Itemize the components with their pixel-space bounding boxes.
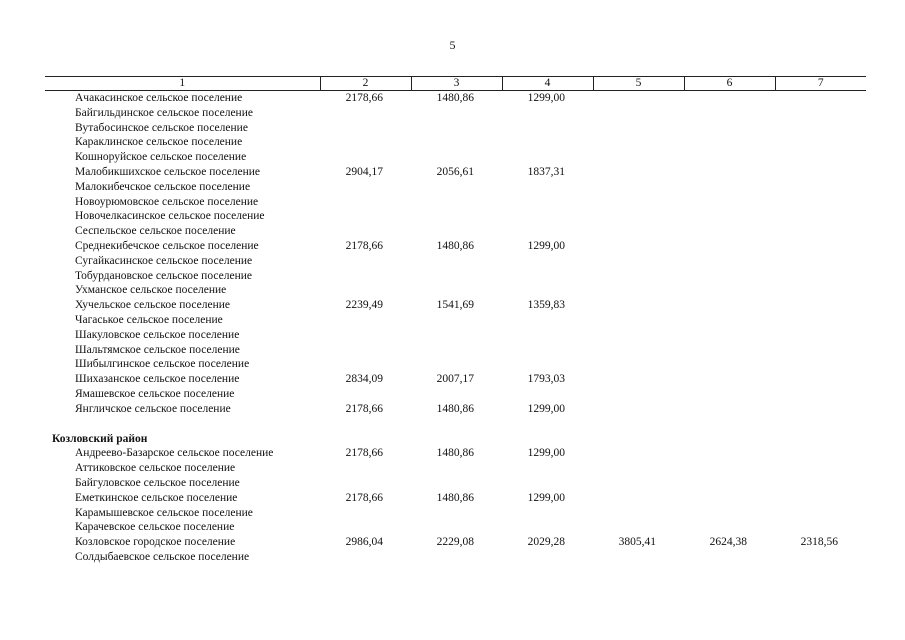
value-cell: 1359,83 <box>527 299 565 312</box>
column-header: 7 <box>775 77 866 91</box>
value-cell <box>411 121 502 136</box>
value-cell <box>775 239 866 254</box>
value-cell <box>502 387 593 402</box>
settlement-name: Шибылгинское сельское поселение <box>75 358 250 371</box>
value-cell <box>411 135 502 150</box>
value-cell <box>593 195 684 210</box>
value-cell <box>684 150 775 165</box>
value-cell <box>411 195 502 210</box>
value-cell <box>320 209 411 224</box>
value-cell <box>775 209 866 224</box>
value-cell <box>684 402 775 417</box>
value-cell <box>502 121 593 136</box>
value-cell <box>684 165 775 180</box>
value-cell <box>411 254 502 269</box>
table-row <box>45 91 866 106</box>
settlement-name: Солдыбаевское сельское поселение <box>75 550 250 563</box>
value-cell: 1541,69 <box>436 299 474 312</box>
settlement-name: Кошноруйское сельское поселение <box>75 151 247 164</box>
value-cell <box>502 195 593 210</box>
settlement-name: Аттиковское сельское поселение <box>75 462 236 475</box>
value-cell <box>411 209 502 224</box>
value-cell <box>593 269 684 284</box>
table-row <box>45 180 866 195</box>
settlement-name: Хучельское сельское поселение <box>75 299 230 312</box>
value-cell <box>320 269 411 284</box>
value-cell <box>775 298 866 313</box>
value-cell <box>411 180 502 195</box>
table-row <box>45 135 866 150</box>
value-cell <box>593 328 684 343</box>
value-cell <box>320 135 411 150</box>
value-cell: 1480,86 <box>436 92 474 104</box>
value-cell <box>320 357 411 372</box>
page-number: 5 <box>449 38 456 52</box>
value-cell <box>593 491 684 506</box>
value-cell <box>684 446 775 461</box>
table-header-row <box>45 77 866 91</box>
settlement-name: Ачакасинское сельское поселение <box>75 92 243 104</box>
value-cell <box>684 357 775 372</box>
settlement-name: Еметкинское сельское поселение <box>75 491 238 504</box>
value-cell: 1837,31 <box>527 165 565 178</box>
value-cell <box>775 461 866 476</box>
settlement-name: Шихазанское сельское поселение <box>75 373 240 386</box>
table-row <box>45 209 866 224</box>
table-row <box>45 150 866 165</box>
column-header: 3 <box>411 77 502 91</box>
value-cell <box>775 491 866 506</box>
settlement-name: Янгличское сельское поселение <box>75 402 231 415</box>
value-cell: 2056,61 <box>436 165 474 178</box>
value-cell <box>502 150 593 165</box>
value-cell: 2178,66 <box>345 402 383 415</box>
value-cell <box>502 135 593 150</box>
value-cell: 2178,66 <box>345 447 383 460</box>
value-cell <box>593 402 684 417</box>
value-cell <box>502 520 593 535</box>
value-cell <box>593 476 684 491</box>
value-cell <box>411 328 502 343</box>
value-cell <box>320 121 411 136</box>
value-cell <box>775 121 866 136</box>
settlement-name: Малобикшихское сельское поселение <box>75 165 261 178</box>
value-cell <box>502 283 593 298</box>
value-cell <box>775 180 866 195</box>
value-cell: 1299,00 <box>527 491 565 504</box>
tariff-table <box>45 76 866 565</box>
spacer-cell <box>45 417 866 432</box>
value-cell <box>320 106 411 121</box>
value-cell <box>775 254 866 269</box>
value-cell <box>684 328 775 343</box>
value-cell: 2007,17 <box>436 373 474 386</box>
value-cell <box>684 506 775 521</box>
value-cell <box>502 461 593 476</box>
value-cell <box>775 387 866 402</box>
value-cell: 2986,04 <box>345 536 383 549</box>
settlement-name: Карачевское сельское поселение <box>75 521 235 534</box>
value-cell <box>320 195 411 210</box>
table-body <box>45 91 866 565</box>
settlement-name: Шакуловское сельское поселение <box>75 328 240 341</box>
value-cell <box>502 254 593 269</box>
value-cell <box>502 506 593 521</box>
value-cell <box>320 224 411 239</box>
value-cell: 1299,00 <box>527 239 565 252</box>
settlement-name: Байгуловское сельское поселение <box>75 476 240 489</box>
settlement-name: Малокибечское сельское поселение <box>75 180 251 193</box>
table-row <box>45 446 866 461</box>
value-cell <box>684 476 775 491</box>
value-cell <box>684 313 775 328</box>
value-cell <box>502 550 593 565</box>
table-row <box>45 402 866 417</box>
settlement-name: Караклинское сельское поселение <box>75 136 243 149</box>
value-cell <box>593 387 684 402</box>
district-row <box>45 432 866 447</box>
value-cell <box>684 91 775 106</box>
value-cell <box>411 506 502 521</box>
value-cell <box>502 180 593 195</box>
settlement-name: Тобурдановское сельское поселение <box>75 269 252 282</box>
table-row <box>45 520 866 535</box>
value-cell <box>684 343 775 358</box>
value-cell <box>684 372 775 387</box>
value-cell <box>593 550 684 565</box>
value-cell: 2178,66 <box>345 491 383 504</box>
table-row <box>45 461 866 476</box>
value-cell <box>684 135 775 150</box>
value-cell <box>411 150 502 165</box>
table-row <box>45 313 866 328</box>
value-cell <box>411 520 502 535</box>
column-header: 6 <box>684 77 775 91</box>
value-cell <box>502 209 593 224</box>
value-cell <box>320 313 411 328</box>
value-cell <box>775 506 866 521</box>
value-cell <box>593 135 684 150</box>
value-cell <box>775 195 866 210</box>
column-header: 4 <box>502 77 593 91</box>
table-row <box>45 343 866 358</box>
value-cell: 1299,00 <box>527 402 565 415</box>
value-cell <box>502 269 593 284</box>
value-cell <box>775 328 866 343</box>
settlement-name: Чагаськое сельское поселение <box>75 313 223 326</box>
table-row <box>45 254 866 269</box>
value-cell <box>411 476 502 491</box>
value-cell <box>411 283 502 298</box>
value-cell <box>593 239 684 254</box>
table-row <box>45 298 866 313</box>
value-cell: 1299,00 <box>527 92 565 104</box>
value-cell <box>775 224 866 239</box>
value-cell <box>411 387 502 402</box>
value-cell <box>593 209 684 224</box>
value-cell <box>684 239 775 254</box>
value-cell <box>684 195 775 210</box>
value-cell <box>593 357 684 372</box>
value-cell <box>775 269 866 284</box>
value-cell <box>593 165 684 180</box>
value-cell <box>411 357 502 372</box>
settlement-name: Среднекибечское сельское поселение <box>75 239 259 252</box>
value-cell <box>775 135 866 150</box>
column-header: 1 <box>45 77 320 91</box>
column-header: 5 <box>593 77 684 91</box>
value-cell <box>502 357 593 372</box>
value-cell <box>684 491 775 506</box>
value-cell <box>320 254 411 269</box>
value-cell <box>411 550 502 565</box>
value-cell <box>411 461 502 476</box>
value-cell: 2178,66 <box>345 239 383 252</box>
value-cell <box>775 91 866 106</box>
value-cell <box>775 165 866 180</box>
table-row <box>45 506 866 521</box>
value-cell <box>775 372 866 387</box>
table-row <box>45 165 866 180</box>
settlement-name: Вутабосинское сельское поселение <box>75 121 248 134</box>
value-cell <box>502 328 593 343</box>
value-cell <box>502 476 593 491</box>
table-row <box>45 491 866 506</box>
value-cell <box>684 254 775 269</box>
value-cell <box>684 106 775 121</box>
value-cell <box>502 313 593 328</box>
value-cell <box>593 121 684 136</box>
value-cell <box>320 328 411 343</box>
table-row <box>45 357 866 372</box>
value-cell <box>593 313 684 328</box>
value-cell <box>593 224 684 239</box>
settlement-name: Андреево-Базарское сельское поселение <box>75 447 274 460</box>
value-cell: 2834,09 <box>345 373 383 386</box>
value-cell: 1480,86 <box>436 402 474 415</box>
value-cell <box>775 550 866 565</box>
value-cell: 1299,00 <box>527 447 565 460</box>
table-row <box>45 106 866 121</box>
value-cell <box>593 520 684 535</box>
settlement-name: Байгильдинское сельское поселение <box>75 106 253 119</box>
value-cell: 1480,86 <box>436 491 474 504</box>
table-row <box>45 224 866 239</box>
column-header: 2 <box>320 77 411 91</box>
table-row <box>45 387 866 402</box>
value-cell <box>775 343 866 358</box>
value-cell <box>684 180 775 195</box>
value-cell: 2318,56 <box>800 536 838 549</box>
value-cell: 2904,17 <box>345 165 383 178</box>
value-cell <box>411 343 502 358</box>
settlement-name: Карамышевское сельское поселение <box>75 506 253 519</box>
settlement-name: Сугайкасинское сельское поселение <box>75 254 253 267</box>
value-cell <box>502 106 593 121</box>
value-cell <box>411 269 502 284</box>
table-row <box>45 239 866 254</box>
value-cell <box>320 387 411 402</box>
value-cell <box>593 446 684 461</box>
table-row <box>45 121 866 136</box>
value-cell <box>593 106 684 121</box>
value-cell <box>320 461 411 476</box>
value-cell <box>775 446 866 461</box>
value-cell <box>593 180 684 195</box>
value-cell <box>684 209 775 224</box>
value-cell <box>593 254 684 269</box>
value-cell <box>502 343 593 358</box>
value-cell <box>320 520 411 535</box>
value-cell <box>593 372 684 387</box>
value-cell <box>684 121 775 136</box>
table-row <box>45 476 866 491</box>
value-cell <box>320 550 411 565</box>
value-cell: 2229,08 <box>436 536 474 549</box>
value-cell <box>684 387 775 402</box>
value-cell <box>593 150 684 165</box>
value-cell: 2624,38 <box>709 536 747 549</box>
table-row <box>45 550 866 565</box>
value-cell <box>775 150 866 165</box>
settlement-name: Новочелкасинское сельское поселение <box>75 210 265 223</box>
settlement-name: Ямашевское сельское поселение <box>75 387 235 400</box>
value-cell <box>593 461 684 476</box>
value-cell: 1793,03 <box>527 373 565 386</box>
value-cell <box>593 506 684 521</box>
value-cell <box>320 180 411 195</box>
settlement-name: Новоурюмовское сельское поселение <box>75 195 259 208</box>
settlement-name: Ухманское сельское поселение <box>75 284 227 297</box>
value-cell <box>320 283 411 298</box>
value-cell <box>593 343 684 358</box>
value-cell <box>775 106 866 121</box>
value-cell <box>684 461 775 476</box>
table-row <box>45 328 866 343</box>
value-cell <box>320 506 411 521</box>
value-cell <box>684 550 775 565</box>
table-row <box>45 195 866 210</box>
value-cell <box>684 283 775 298</box>
settlement-name: Шальтямское сельское поселение <box>75 343 240 356</box>
value-cell: 3805,41 <box>618 536 656 549</box>
value-cell <box>320 343 411 358</box>
value-cell <box>775 520 866 535</box>
value-cell <box>411 106 502 121</box>
value-cell <box>593 298 684 313</box>
table-row <box>45 535 866 550</box>
value-cell <box>684 520 775 535</box>
table-row <box>45 283 866 298</box>
value-cell <box>775 357 866 372</box>
value-cell: 2029,28 <box>527 536 565 549</box>
value-cell: 2178,66 <box>345 92 383 104</box>
value-cell <box>684 298 775 313</box>
value-cell <box>593 91 684 106</box>
value-cell <box>684 269 775 284</box>
spacer-row <box>45 417 866 432</box>
table-row <box>45 372 866 387</box>
value-cell <box>593 283 684 298</box>
value-cell <box>775 313 866 328</box>
settlement-name: Сеспельское сельское поселение <box>75 225 236 238</box>
value-cell <box>775 402 866 417</box>
district-heading: Козловский район <box>52 432 148 445</box>
value-cell <box>320 150 411 165</box>
value-cell <box>411 313 502 328</box>
value-cell <box>684 224 775 239</box>
settlement-name: Козловское городское поселение <box>75 536 236 549</box>
value-cell <box>411 224 502 239</box>
value-cell: 2239,49 <box>345 299 383 312</box>
value-cell <box>320 476 411 491</box>
value-cell: 1480,86 <box>436 239 474 252</box>
value-cell <box>775 476 866 491</box>
value-cell <box>502 224 593 239</box>
value-cell <box>775 283 866 298</box>
value-cell: 1480,86 <box>436 447 474 460</box>
table-row <box>45 269 866 284</box>
